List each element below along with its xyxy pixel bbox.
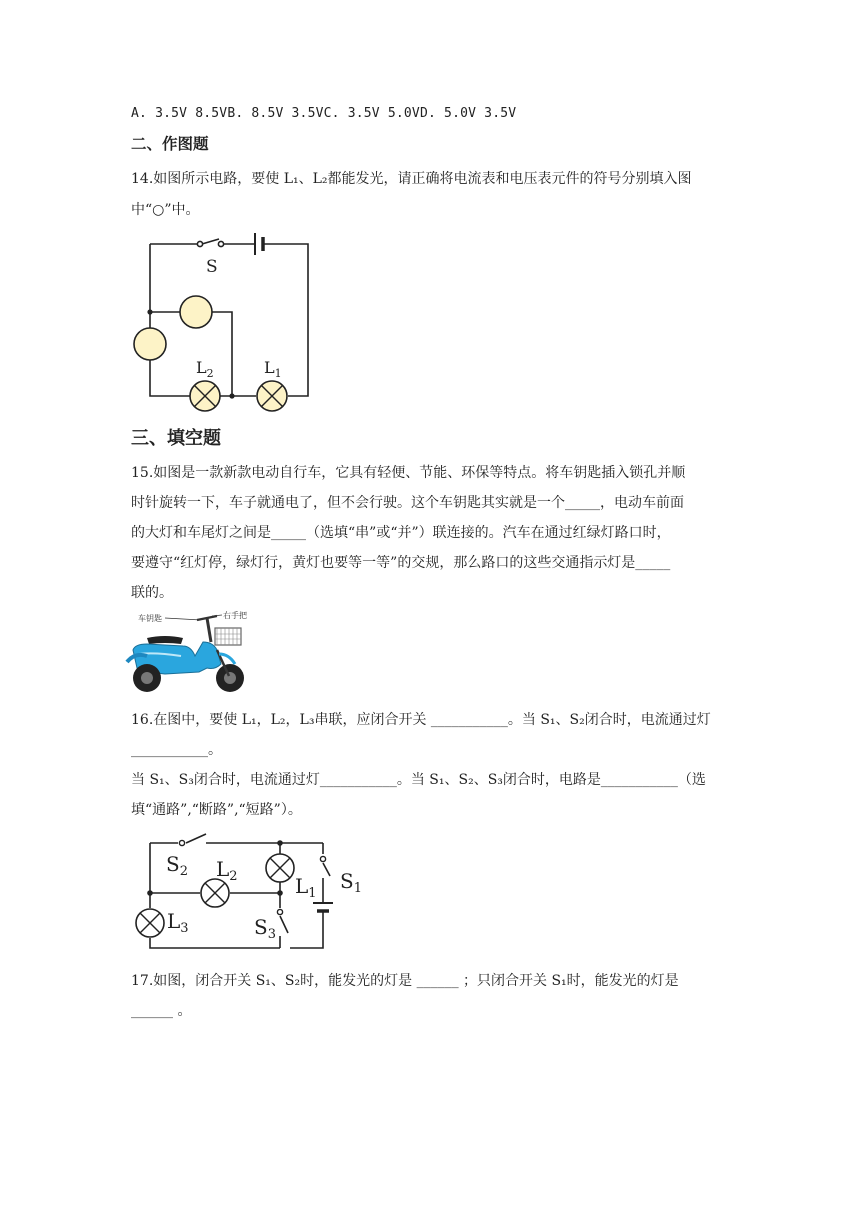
l2-label: L — [216, 857, 230, 881]
q15-line-2: 时针旋转一下，车子就通电了，但不会行驶。这个车钥匙其实就是一个_____，电动车前面 — [131, 495, 684, 511]
q17-line-2: ______ 。 — [131, 1003, 192, 1019]
q13-options: A. 3.5V 8.5VB. 8.5V 3.5VC. 3.5V 5.0VD. 5.0V 3.5V — [131, 106, 517, 121]
s3-label: S — [254, 915, 268, 939]
lamp1-label: L — [264, 358, 275, 377]
svg-text:S3 — [254, 915, 276, 942]
svg-text:L1 — [264, 358, 282, 380]
s3-sub: 3 — [267, 927, 276, 942]
q16-line-4: 填“通路”,“断路”,“短路”）。 — [131, 802, 302, 818]
svg-text:L1 — [295, 874, 317, 901]
q15-line-1: 15.如图是一款新款电动自行车，它具有轻便、节能、环保等特点。将车钥匙插入锁孔并顺 — [131, 465, 686, 481]
svg-text:L2 — [216, 857, 238, 884]
lamp2-sub: 2 — [206, 367, 214, 380]
junction-dot — [147, 309, 152, 314]
q15-line-3: 的大灯和车尾灯之间是_____（选填“串”或“并”）联连接的。汽车在通过红绿灯路口时， — [131, 525, 671, 541]
e-bike-illustration — [125, 606, 260, 698]
svg-text:L3 — [167, 909, 189, 936]
q14-circuit-diagram — [120, 226, 320, 416]
lamp-l1 — [257, 381, 287, 411]
s2-sub: 2 — [179, 864, 188, 879]
q16-line-2: ___________。 — [131, 742, 222, 758]
s1-label: S — [340, 869, 354, 893]
l1-sub: 1 — [308, 886, 317, 901]
s2-label: S — [166, 852, 180, 876]
meter-slot-circle — [180, 296, 212, 328]
key-label: 车钥匙 — [138, 614, 162, 623]
q14-line-2: 中“○”中。 — [131, 202, 200, 218]
l3-label: L — [167, 909, 181, 933]
q16-line-3: 当 S₁、S₃闭合时，电流通过灯___________。当 S₁、S₂、S₃闭合时，电路是___________（选 — [131, 772, 706, 788]
lamp-l3 — [136, 909, 164, 937]
meter-slot-circle — [134, 328, 166, 360]
svg-text:L2 — [196, 358, 214, 380]
svg-text:S2 — [166, 852, 188, 879]
junction-dot — [147, 890, 153, 896]
q17-line-1: 17.如图，闭合开关 S₁、S₂时，能发光的灯是 ______ ；只闭合开关 S₁时，能发光的灯是 — [131, 973, 679, 989]
lamp-l2 — [201, 879, 229, 907]
handle-label: 右手把 — [223, 611, 247, 620]
section-heading-drawing: 二、作图题 — [131, 135, 209, 153]
lamp-l2 — [190, 381, 220, 411]
q16-line-1: 16.在图中，要使 L₁，L₂，L₃串联，应闭合开关 ___________。当 S₁、S₂闭合时，电流通过灯 — [131, 712, 711, 728]
l3-sub: 3 — [180, 921, 189, 936]
junction-dot — [277, 840, 283, 846]
q16-circuit-diagram — [130, 826, 375, 956]
svg-text:S1 — [340, 869, 362, 896]
lamp-l1 — [266, 854, 294, 882]
switch-label: S — [206, 257, 218, 277]
q15-line-4: 要遵守“红灯停，绿灯行，黄灯也要等一等”的交规，那么路口的这些交通指示灯是_____ — [131, 555, 671, 571]
s1-sub: 1 — [353, 881, 362, 896]
q14-line-1: 14.如图所示电路，要使 L₁、L₂都能发光，请正确将电流表和电压表元件的符号分别填入图 — [131, 171, 692, 187]
lamp2-label: L — [196, 358, 207, 377]
q15-line-5: 联的。 — [131, 585, 173, 601]
l2-sub: 2 — [229, 869, 238, 884]
junction-dot — [229, 393, 234, 398]
lamp1-sub: 1 — [274, 367, 282, 380]
junction-dot — [277, 890, 283, 896]
l1-label: L — [295, 874, 309, 898]
section-heading-fill: 三、填空题 — [131, 428, 221, 449]
